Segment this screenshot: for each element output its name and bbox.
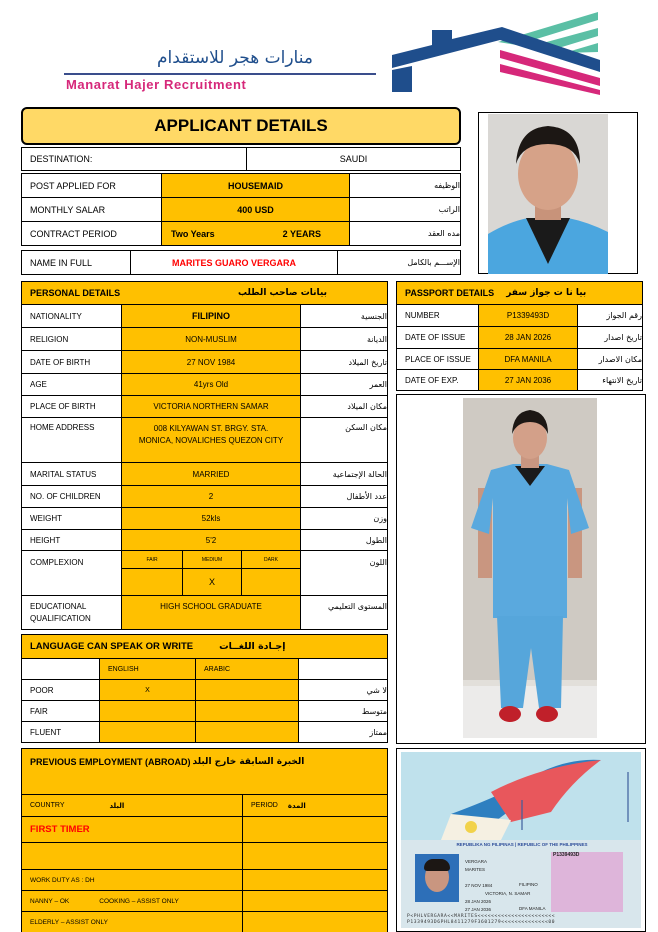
dob-label: DATE OF BIRTH <box>21 350 122 374</box>
language-level-fair: FAIR <box>21 700 100 722</box>
passport-title-arabic: بيا نا ت جواز سفر <box>506 288 587 298</box>
skills-row <box>21 890 243 912</box>
logo-arabic-name: منارات هجر للاستقدام <box>157 48 313 68</box>
name-label: NAME IN FULL <box>21 250 131 275</box>
weight-label: WEIGHT <box>21 507 122 530</box>
passport-number-value: P1339493D <box>478 304 578 327</box>
dob-arabic: تاريخ الميلاد <box>300 350 388 374</box>
passport-number-label: NUMBER <box>396 304 479 327</box>
address-value <box>121 417 301 463</box>
height-value: 5'2 <box>121 529 301 551</box>
post-label: POST APPLIED FOR <box>21 173 162 198</box>
age-label: AGE <box>21 373 122 396</box>
language-title: LANGUAGE CAN SPEAK OR WRITE <box>30 641 194 652</box>
passport-scan-number: P1339493D <box>553 852 580 858</box>
expiry-date-label: DATE OF EXP. <box>396 369 479 391</box>
english-fluent-mark <box>99 721 196 743</box>
destination-label: DESTINATION: <box>21 147 247 171</box>
contract-arabic: مده العقد <box>349 221 461 246</box>
salary-arabic: الراتب <box>349 197 461 222</box>
employment-row-empty <box>21 842 243 870</box>
passport-scan-issue: 28 JAN 2026 <box>465 899 492 904</box>
nationality-label: NATIONALITY <box>21 304 122 328</box>
employment-status: FIRST TIMER <box>21 816 243 843</box>
employment-period-2 <box>242 842 388 870</box>
english-fair-mark <box>99 700 196 722</box>
employment-period-4 <box>242 890 388 912</box>
education-label-line-2: QUALIFICATION <box>30 613 91 623</box>
nationality-arabic: الجنسية <box>300 304 388 328</box>
religion-value: NON-MUSLIM <box>121 327 301 351</box>
logo-divider <box>64 73 376 75</box>
language-column-arabic: ARABIC <box>195 658 299 680</box>
passport-scan-authority: DFA MANILA <box>519 906 546 911</box>
address-arabic: مكان السكن <box>300 417 388 463</box>
passport-scan-surname: VERGARA <box>465 859 488 864</box>
marital-arabic: الحالة الإجتماعية <box>300 462 388 486</box>
applicant-full-body-image <box>463 398 597 738</box>
passport-scan-dob: 27 NOV 1984 <box>465 883 493 888</box>
passport-flag-art-icon <box>401 752 641 840</box>
language-title-arabic: إجـادة اللغــات <box>219 641 286 652</box>
issue-date-value: 28 JAN 2026 <box>478 326 578 349</box>
work-duty: WORK DUTY AS : DH <box>21 869 243 891</box>
applicant-headshot-image <box>488 114 608 274</box>
period-label: PERIOD <box>251 802 278 809</box>
passport-number-arabic: رقم الجواز <box>577 304 643 327</box>
complexion-mark-dark <box>241 568 301 596</box>
children-arabic: عدد الأطفال <box>300 485 388 508</box>
nationality-value: FILIPINO <box>121 304 301 328</box>
personal-details-header <box>21 281 388 305</box>
logo-english-name: Manarat Hajer Recruitment <box>66 77 247 92</box>
passport-scan-banner: REPUBLIKA NG PILIPINAS | REPUBLIC OF THE PHILIPPINES <box>456 842 588 847</box>
issue-date-label: DATE OF ISSUE <box>396 326 479 349</box>
cooking-skill: COOKING – ASSIST ONLY <box>99 897 179 905</box>
complexion-option-medium: MEDIUM <box>182 550 242 569</box>
nanny-skill: NANNY – OK <box>30 897 70 905</box>
post-value: HOUSEMAID <box>161 173 350 198</box>
weight-arabic: وزن <box>300 507 388 530</box>
contract-words: Two Years <box>171 228 215 239</box>
arabic-poor-mark <box>195 679 299 701</box>
language-column-english: ENGLISH <box>99 658 196 680</box>
marital-value: MARRIED <box>121 462 301 486</box>
language-corner-cell <box>21 658 100 680</box>
language-fluent-arabic: ممتاز <box>298 721 388 743</box>
complexion-option-fair: FAIR <box>121 550 183 569</box>
pob-arabic: مكان الميلاد <box>300 395 388 418</box>
applicant-headshot-frame <box>478 112 638 274</box>
age-arabic: العمر <box>300 373 388 396</box>
contract-value <box>161 221 350 246</box>
language-level-fluent: FLUENT <box>21 721 100 743</box>
education-value: HIGH SCHOOL GRADUATE <box>121 595 301 630</box>
full-name-value: MARITES GUARO VERGARA <box>130 250 338 275</box>
passport-scan-image <box>401 752 641 928</box>
language-poor-arabic: لا شي <box>298 679 388 701</box>
salary-value: 400 USD <box>161 197 350 222</box>
complexion-arabic: اللون <box>300 550 388 596</box>
complexion-label: COMPLEXION <box>21 550 122 596</box>
address-line-2: MONICA, NOVALICHES QUEZON CITY <box>138 436 284 445</box>
contract-label: CONTRACT PERIOD <box>21 221 162 246</box>
language-empty-cell <box>298 658 388 680</box>
destination-value: SAUDI <box>246 147 461 171</box>
passport-data-page <box>401 840 641 928</box>
employment-period-5 <box>242 911 388 932</box>
address-label: HOME ADDRESS <box>21 417 122 463</box>
passport-mrz <box>407 914 639 926</box>
expiry-date-value: 27 JAN 2036 <box>478 369 578 391</box>
issue-place-value: DFA MANILA <box>478 348 578 370</box>
passport-photo <box>415 854 459 902</box>
issue-place-arabic: مكان الاصدار <box>577 348 643 370</box>
pob-label: PLACE OF BIRTH <box>21 395 122 418</box>
page-title: APPLICANT DETAILS <box>21 107 461 145</box>
passport-scan-nationality: FILIPINO <box>519 882 538 887</box>
passport-scan-given: MARITES <box>465 867 486 872</box>
passport-scan-expiry: 27 JAN 2036 <box>465 907 492 912</box>
country-label: COUNTRY <box>30 802 65 809</box>
passport-scan-frame <box>396 748 646 932</box>
language-fair-arabic: متوسط <box>298 700 388 722</box>
pob-value: VICTORIA NORTHERN SAMAR <box>121 395 301 418</box>
name-arabic: الإســـم بالكامل <box>337 250 461 275</box>
religion-label: RELIGION <box>21 327 122 351</box>
education-arabic: المستوى التعليمي <box>300 595 388 630</box>
arabic-fluent-mark <box>195 721 299 743</box>
period-label-arabic: المدة <box>287 801 306 810</box>
applicant-full-body-frame <box>396 394 646 744</box>
employment-title: PREVIOUS EMPLOYMENT (ABROAD) <box>30 757 191 767</box>
house-logo-icon <box>392 10 604 95</box>
elderly-skill: ELDERLY – ASSIST ONLY <box>21 911 243 932</box>
education-label-line-1: EDUCATIONAL <box>30 601 87 611</box>
weight-value: 52kls <box>121 507 301 530</box>
period-header <box>242 794 388 817</box>
passport-scan-pob: VICTORIA, N. SAMAR <box>485 891 531 896</box>
country-header <box>21 794 243 817</box>
personal-details-title-arabic: بيانات صاحب الطلب <box>237 288 327 298</box>
children-label: NO. OF CHILDREN <box>21 485 122 508</box>
language-level-poor: POOR <box>21 679 100 701</box>
height-arabic: الطول <box>300 529 388 551</box>
expiry-date-arabic: تاريخ الانتهاء <box>577 369 643 391</box>
complexion-mark-medium: X <box>182 568 242 596</box>
employment-header <box>21 748 388 795</box>
employment-title-arabic: الخبرة السابقة خارج البلد <box>192 757 305 767</box>
salary-label: MONTHLY SALAR <box>21 197 162 222</box>
age-value: 41yrs Old <box>121 373 301 396</box>
religion-arabic: الديانة <box>300 327 388 351</box>
height-label: HEIGHT <box>21 529 122 551</box>
marital-label: MARITAL STATUS <box>21 462 122 486</box>
issue-date-arabic: تاريخ اصدار <box>577 326 643 349</box>
post-arabic: الوظيفه <box>349 173 461 198</box>
employment-period-3 <box>242 869 388 891</box>
children-value: 2 <box>121 485 301 508</box>
language-header <box>21 634 388 659</box>
employment-period-1 <box>242 816 388 843</box>
passport-ghost-photo <box>551 852 623 912</box>
english-poor-mark: X <box>99 679 196 701</box>
education-label <box>21 595 122 630</box>
complexion-option-dark: DARK <box>241 550 301 569</box>
passport-header <box>396 281 643 305</box>
passport-mrz-line-1: P<PHLVERGARA<<MARITES<<<<<<<<<<<<<<<<<<<<<<< <box>407 914 556 919</box>
issue-place-label: PLACE OF ISSUE <box>396 348 479 370</box>
dob-value: 27 NOV 1984 <box>121 350 301 374</box>
arabic-fair-mark <box>195 700 299 722</box>
personal-details-title: PERSONAL DETAILS <box>30 288 121 298</box>
passport-mrz-line-2: P1339493D6PHL8411279F3601279<<<<<<<<<<<<<<00 <box>407 920 556 925</box>
complexion-mark-fair <box>121 568 183 596</box>
contract-years: 2 YEARS <box>282 228 321 239</box>
passport-title: PASSPORT DETAILS <box>405 288 495 298</box>
address-line-1: 008 KILYAWAN ST. BRGY. STA. <box>153 424 269 433</box>
country-label-arabic: البلد <box>109 801 125 810</box>
